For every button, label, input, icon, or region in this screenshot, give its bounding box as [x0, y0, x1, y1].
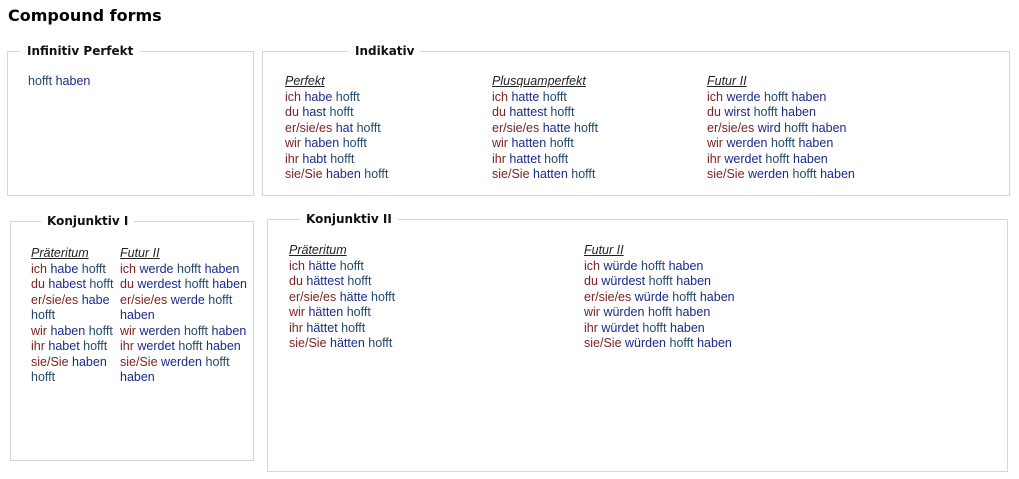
pronoun: ich: [31, 261, 47, 276]
conjugation-line: [584, 321, 735, 337]
pronoun: wir: [31, 323, 47, 338]
konjunktiv2-praeteritum-column: [289, 243, 395, 352]
auxiliary: werden: [161, 354, 203, 369]
participle: hofft: [178, 339, 203, 353]
participle: hofft: [205, 354, 230, 369]
infinitive: haben: [791, 89, 827, 104]
participle: hofft: [641, 258, 666, 273]
participle: hofft: [342, 136, 367, 150]
participle: hofft: [765, 151, 790, 166]
participle: hofft: [83, 339, 108, 353]
auxiliary: würden: [625, 336, 667, 350]
pronoun: er/sie/es: [707, 120, 755, 135]
participle: hofft: [672, 289, 697, 304]
conjugation-line: [492, 105, 598, 121]
auxiliary: würde: [603, 258, 638, 273]
conjugation-line: [285, 167, 388, 183]
infinitive: haben: [206, 339, 241, 353]
auxiliary: hatten: [533, 167, 568, 181]
participle: hofft: [571, 167, 596, 181]
indikativ-panel: [262, 44, 1010, 196]
participle: hofft: [669, 336, 694, 350]
infinitive: haben: [204, 261, 240, 276]
conjugation-line: [31, 324, 120, 340]
conjugation-line: [31, 277, 120, 293]
auxiliary: hast: [302, 105, 327, 119]
conjugation-line: [31, 339, 120, 355]
auxiliary: hätten: [308, 305, 344, 319]
participle: hofft: [177, 261, 202, 276]
infinitive: haben: [699, 289, 735, 304]
participle: hofft: [347, 274, 372, 288]
pronoun: du: [707, 105, 721, 119]
auxiliary: werdet: [724, 151, 762, 166]
pronoun: sie/Sie: [285, 167, 323, 181]
participle: hofft: [81, 261, 106, 276]
infinitive: haben: [212, 277, 248, 291]
conjugation-line: [289, 274, 395, 290]
tense-label: Perfekt: [285, 74, 325, 88]
conjugation-line: [492, 121, 598, 137]
pronoun: wir: [285, 136, 301, 150]
infinitiv-perfekt-form: hofft haben: [28, 74, 91, 88]
conjugation-line: [289, 321, 395, 337]
conjugation-line: [120, 293, 248, 324]
auxiliary: haben: [326, 167, 361, 181]
pronoun: ihr: [492, 151, 506, 166]
auxiliary: werde: [726, 89, 761, 104]
auxiliary: würdest: [601, 274, 646, 288]
pronoun: ich: [289, 258, 305, 273]
conjugation-line: [289, 336, 395, 352]
tense-label: Futur II: [120, 246, 160, 260]
conjugation-line: [707, 90, 855, 106]
konjunktiv1-title: Konjunktiv I: [41, 214, 134, 228]
conjugation-line: [707, 121, 855, 137]
conjugation-line: [289, 305, 395, 321]
conjugation-line: [31, 355, 120, 386]
participle: hofft: [764, 89, 789, 104]
participle: hofft: [544, 151, 569, 166]
pronoun: ihr: [707, 151, 721, 166]
auxiliary: hätten: [330, 336, 365, 350]
tense-label: Futur II: [584, 243, 624, 257]
participle: hofft: [346, 305, 371, 319]
auxiliary: hättet: [306, 320, 338, 335]
conjugation-line: [120, 324, 248, 340]
conjugation-line: [289, 290, 395, 306]
conjugation-line: [707, 167, 855, 183]
infinitive: haben: [798, 136, 834, 150]
auxiliary: hattest: [509, 105, 547, 119]
pronoun: sie/Sie: [492, 167, 530, 181]
auxiliary: werdet: [137, 339, 175, 353]
pronoun: er/sie/es: [120, 292, 168, 307]
pronoun: er/sie/es: [285, 120, 333, 135]
pronoun: du: [120, 277, 134, 291]
indikativ-perfekt-column: [285, 74, 388, 183]
pronoun: ihr: [120, 339, 134, 353]
page-title: Compound forms: [8, 6, 162, 25]
participle: hofft: [642, 320, 667, 335]
pronoun: du: [31, 277, 45, 291]
konjunktiv1-futur2-column: [120, 246, 248, 386]
pronoun: du: [289, 274, 303, 288]
pronoun: ich: [285, 89, 301, 104]
auxiliary: hat: [335, 120, 354, 135]
conjugation-line: [707, 136, 855, 152]
conjugation-line: [120, 277, 248, 293]
conjugation-line: [584, 259, 735, 275]
pronoun: er/sie/es: [492, 120, 540, 135]
conjugation-line: [285, 136, 388, 152]
auxiliary: hätte: [339, 289, 368, 304]
tense-label: Präteritum: [31, 246, 89, 260]
pronoun: sie/Sie: [707, 167, 745, 181]
conjugation-line: [285, 105, 388, 121]
conjugation-line: [120, 339, 248, 355]
infinitive: haben: [670, 320, 705, 335]
pronoun: wir: [289, 305, 305, 319]
conjugation-line: [285, 121, 388, 137]
conjugation-line: [492, 90, 598, 106]
auxiliary: werde: [139, 261, 174, 276]
konjunktiv2-title: Konjunktiv II: [300, 212, 398, 226]
auxiliary: haben: [72, 354, 107, 369]
auxiliary: hätte: [308, 258, 337, 273]
infinitive: haben: [793, 151, 828, 166]
auxiliary: hatte: [542, 120, 571, 135]
auxiliary: werde: [170, 292, 205, 307]
tense-label: Präteritum: [289, 243, 347, 257]
pronoun: ich: [120, 261, 136, 276]
participle: hofft: [371, 289, 396, 304]
auxiliary: habet: [48, 339, 80, 353]
auxiliary: hatten: [511, 136, 547, 150]
infinitiv-perfekt-panel: [7, 44, 254, 196]
konjunktiv2-futur2-column: [584, 243, 735, 352]
pronoun: ihr: [285, 151, 299, 166]
participle: hofft: [88, 323, 113, 338]
participle: hofft: [335, 89, 360, 104]
conjugation-line: [584, 290, 735, 306]
participle: hofft: [648, 274, 673, 288]
participle: hofft: [208, 292, 233, 307]
participle: hofft: [31, 370, 56, 384]
pronoun: du: [492, 105, 506, 119]
conjugation-line: [492, 167, 598, 183]
participle: hofft: [339, 258, 364, 273]
pronoun: wir: [707, 136, 723, 150]
pronoun: wir: [120, 323, 136, 338]
pronoun: ihr: [289, 320, 303, 335]
infinitive: haben: [675, 305, 711, 319]
pronoun: sie/Sie: [584, 336, 622, 350]
auxiliary: haben: [304, 136, 340, 150]
participle: hofft: [647, 305, 673, 319]
auxiliary: werden: [139, 323, 181, 338]
pronoun: ihr: [31, 339, 45, 353]
pronoun: er/sie/es: [31, 292, 79, 307]
participle: hofft: [364, 167, 389, 181]
pronoun: ich: [584, 258, 600, 273]
conjugation-line: [584, 305, 735, 321]
auxiliary: habe: [304, 89, 333, 104]
conjugation-line: [584, 336, 735, 352]
auxiliary: würden: [603, 305, 645, 319]
participle: hofft: [368, 336, 393, 350]
pronoun: sie/Sie: [31, 354, 69, 369]
auxiliary: hättest: [306, 274, 344, 288]
indikativ-futur2-column: [707, 74, 855, 183]
pronoun: du: [584, 274, 598, 288]
auxiliary: hatte: [511, 89, 540, 104]
pronoun: er/sie/es: [584, 289, 632, 304]
konjunktiv1-praeteritum-column: [31, 246, 120, 386]
auxiliary: habe: [81, 292, 110, 307]
auxiliary: werden: [748, 167, 790, 181]
conjugation-line: [707, 152, 855, 168]
auxiliary: würde: [634, 289, 669, 304]
pronoun: wir: [584, 305, 600, 319]
auxiliary: würdet: [601, 320, 639, 335]
infinitive: haben: [120, 370, 155, 384]
conjugation-line: [285, 152, 388, 168]
tense-label: Futur II: [707, 74, 747, 88]
participle: hofft: [31, 308, 56, 322]
conjugation-line: [31, 293, 120, 324]
participle: hofft: [184, 277, 209, 291]
auxiliary: werden: [726, 136, 768, 150]
participle: hofft: [792, 167, 817, 181]
auxiliary: wirst: [724, 105, 751, 119]
participle: hofft: [770, 136, 796, 150]
participle: hofft: [341, 320, 366, 335]
infinitive: haben: [676, 274, 712, 288]
participle: hofft: [784, 120, 809, 135]
infinitive: haben: [120, 308, 155, 322]
pronoun: er/sie/es: [289, 289, 337, 304]
pronoun: du: [285, 105, 299, 119]
auxiliary: habest: [48, 277, 86, 291]
conjugation-line: [584, 274, 735, 290]
participle: hofft: [574, 120, 599, 135]
participle: hofft: [549, 136, 574, 150]
participle: hofft: [542, 89, 567, 104]
infinitive: haben: [211, 323, 247, 338]
infinitiv-perfekt-title: Infinitiv Perfekt: [21, 44, 139, 58]
konjunktiv1-panel: [10, 214, 254, 461]
participle: hofft: [330, 151, 355, 166]
pronoun: sie/Sie: [120, 354, 158, 369]
auxiliary: hattet: [509, 151, 541, 166]
conjugation-line: [31, 262, 120, 278]
infinitive: haben: [697, 336, 732, 350]
conjugation-line: [120, 262, 248, 278]
infinitive: haben: [781, 105, 816, 119]
conjugation-line: [285, 90, 388, 106]
indikativ-plusquamperfekt-column: [492, 74, 598, 183]
conjugation-line: [492, 152, 598, 168]
participle: hofft: [356, 120, 381, 135]
participle: hofft: [183, 323, 209, 338]
participle: hofft: [753, 105, 778, 119]
auxiliary: wird: [757, 120, 781, 135]
pronoun: sie/Sie: [289, 336, 327, 350]
participle: hofft: [89, 277, 114, 291]
pronoun: ich: [492, 89, 508, 104]
auxiliary: habt: [302, 151, 327, 166]
conjugation-line: [707, 105, 855, 121]
conjugation-line: [120, 355, 248, 386]
infinitive: haben: [811, 120, 847, 135]
participle: hofft: [329, 105, 354, 119]
tense-label: Plusquamperfekt: [492, 74, 586, 88]
pronoun: wir: [492, 136, 508, 150]
auxiliary: habe: [50, 261, 79, 276]
pronoun: ich: [707, 89, 723, 104]
auxiliary: werdest: [137, 277, 182, 291]
konjunktiv2-panel: [267, 212, 1008, 472]
indikativ-title: Indikativ: [349, 44, 420, 58]
conjugation-line: [492, 136, 598, 152]
conjugation-line: [289, 259, 395, 275]
infinitive: haben: [668, 258, 704, 273]
participle: hofft: [550, 105, 575, 119]
pronoun: ihr: [584, 320, 598, 335]
auxiliary: haben: [50, 323, 86, 338]
infinitive: haben: [820, 167, 855, 181]
